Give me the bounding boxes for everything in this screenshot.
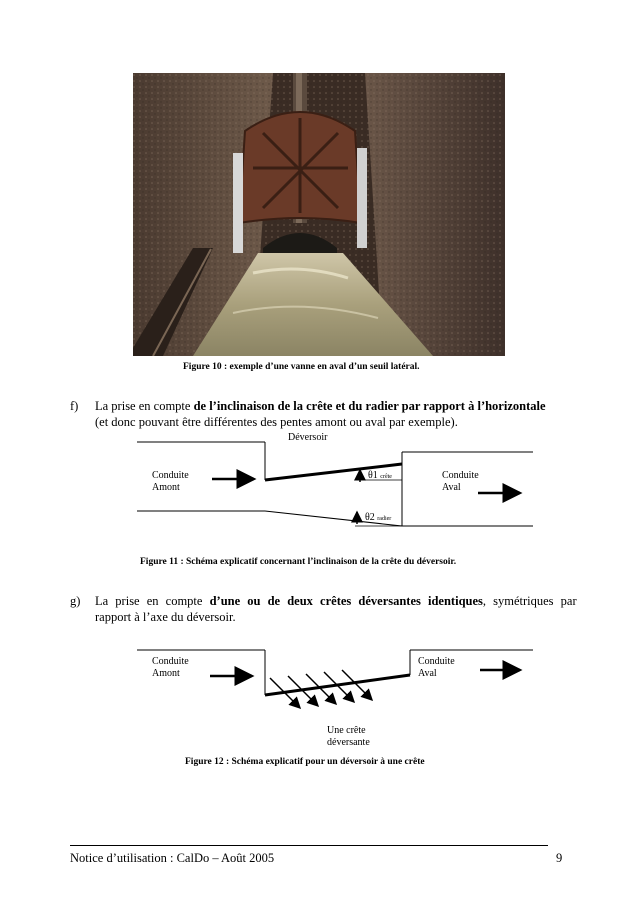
figure12-crest-label [327,725,370,749]
figure11-caption: Figure 11 : Schéma explicatif concernant l’inclinaison de la crête du déversoir. [140,557,457,567]
figure12-crest-line1: Une crête [327,725,366,736]
theta2-symbol: θ2 [365,512,375,523]
figure12-amont-label [152,656,189,680]
figure11-theta2 [365,512,391,525]
figure12-aval-line1: Conduite [418,656,455,667]
item-f-text-bold: de l’inclinaison de la crête et du radier par rapport à l’horizontale [193,399,546,413]
footer-divider [70,845,548,846]
figure11-aval-label [442,470,479,494]
figure12-amont-line1: Conduite [152,656,189,667]
figure11-amont-label [152,470,189,494]
item-f-text-start: La prise en compte [95,399,194,413]
item-g-line1 [95,593,577,609]
figure12-crest-line2: déversante [327,737,370,748]
figure11-aval-line2: Aval [442,482,461,493]
item-g-marker: g) [70,594,81,608]
figure11-aval-line1: Conduite [442,470,479,481]
footer-title: Notice d’utilisation : CalDo – Août 2005 [70,851,275,865]
figure11-deversoir-label: Déversoir [288,432,328,443]
theta2-subscript: radier [377,516,392,522]
item-g-text [95,593,577,625]
figure12-aval-label [418,656,455,680]
gate-photo [133,73,505,356]
item-f-line1 [95,398,575,414]
theta1-subscript: crête [380,474,392,480]
figure12-drawing [0,640,638,720]
theta1-symbol: θ1 [368,470,378,481]
item-f-marker: f) [70,399,79,413]
item-g-text-bold: d’une ou de deux crêtes déversantes identiques [209,594,483,608]
page-number: 9 [556,851,563,865]
item-f-text [95,398,575,430]
item-g-text-start: La prise en compte [95,594,210,608]
figure12-caption: Figure 12 : Schéma explicatif pour un déversoir à une crête [185,757,425,767]
figure12-amont-line2: Amont [152,668,180,679]
figure11-amont-line1: Conduite [152,470,189,481]
figure11-drawing [0,428,638,538]
item-g-line2: rapport à l’axe du déversoir. [95,610,236,624]
figure11-amont-line2: Amont [152,482,180,493]
figure11-diagram [0,428,638,538]
figure11-theta1 [368,470,392,483]
figure10-caption: Figure 10 : exemple d’une vanne en aval d’un seuil latéral. [183,362,420,372]
figure12-aval-line2: Aval [418,668,437,679]
item-f-line2: (et donc pouvant être différentes des pentes amont ou aval par exemple). [95,415,458,429]
gate-photo-drawing [133,73,505,356]
figure12-diagram [0,640,638,720]
item-g-text-end: , symétriques par [482,594,577,608]
